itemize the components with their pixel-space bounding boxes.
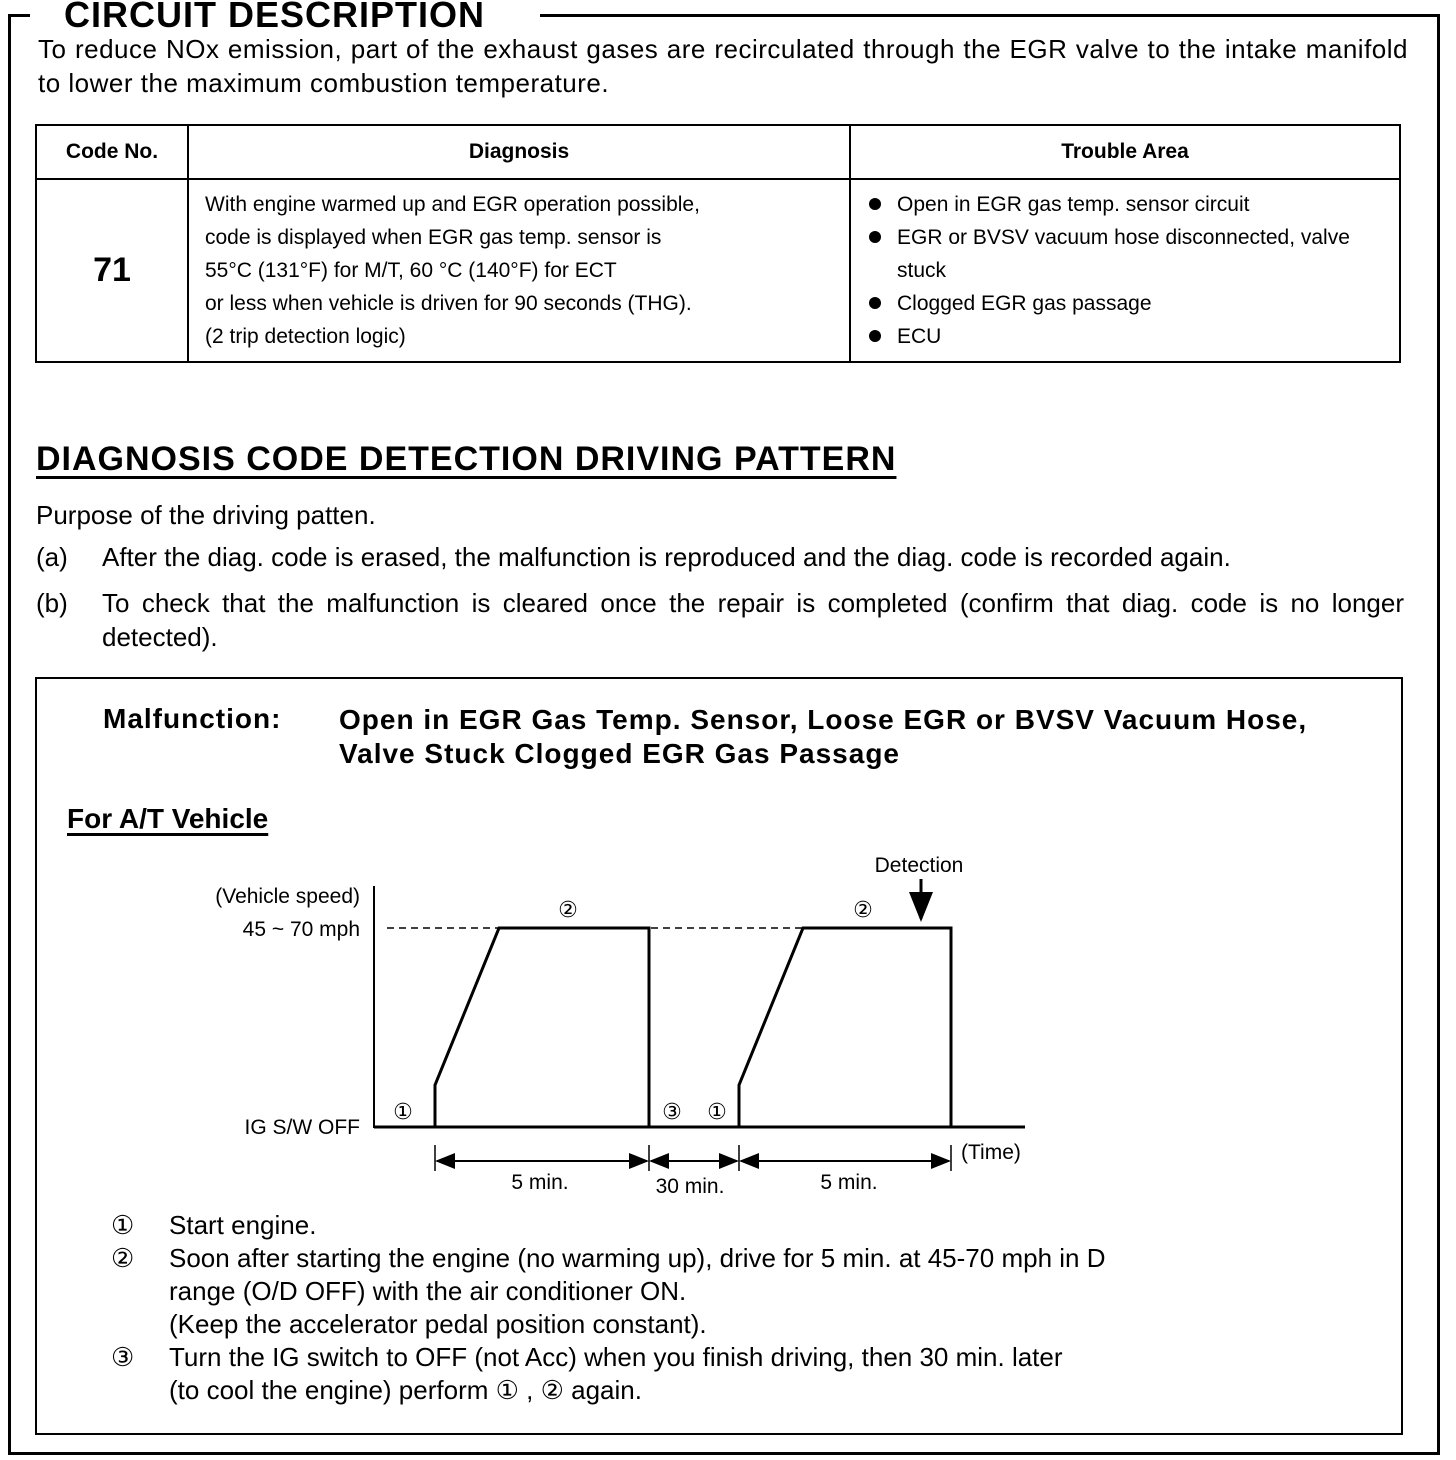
driving-pattern-title: DIAGNOSIS CODE DETECTION DRIVING PATTERN [36, 440, 897, 478]
step-list [107, 1209, 1377, 1407]
bullet-icon [869, 297, 881, 309]
circuit-intro: To reduce NOx emission, part of the exhaust gases are recirculated through the EGR valve to the intake manifold to lower the maximum combustion temperature. [38, 34, 1408, 98]
marker-drive-1: ② [558, 898, 578, 923]
diagnosis-line: 55°C (131°F) for M/T, 60 °C (140°F) for ECT [205, 259, 617, 282]
trouble-item [867, 188, 1385, 221]
diagnosis-line: or less when vehicle is driven for 90 seconds (THG). [205, 292, 692, 315]
step-line: (Keep the accelerator pedal position constant). [169, 1309, 707, 1339]
list-item [36, 586, 1404, 654]
trouble-item [867, 221, 1385, 287]
bullet-icon [869, 330, 881, 342]
list-item-label: (b) [36, 588, 68, 618]
code-number: 71 [36, 179, 188, 362]
step-line: Soon after starting the engine (no warming up), drive for 5 min. at 45-70 mph in D [169, 1243, 1106, 1273]
y-level-high: 45 ~ 70 mph [242, 918, 360, 941]
trouble-item-text: Open in EGR gas temp. sensor circuit [897, 193, 1250, 216]
header-trouble-area: Trouble Area [850, 125, 1400, 179]
purpose-text: Purpose of the driving patten. [36, 500, 376, 530]
driving-pattern-box [35, 677, 1403, 1435]
bullet-icon [869, 198, 881, 210]
vehicle-heading: For A/T Vehicle [67, 803, 269, 834]
trouble-item-text: Clogged EGR gas passage [897, 292, 1152, 315]
list-item [107, 1341, 1377, 1407]
interval-label: 5 min. [511, 1171, 569, 1194]
malfunction-label: Malfunction: [103, 703, 282, 734]
malfunction-text: Open in EGR Gas Temp. Sensor, Loose EGR or BVSV Vacuum Hose, Valve Stuck Clogged EGR Gas Passage [339, 704, 1308, 769]
list-item-label: (a) [36, 542, 68, 572]
step-line: (to cool the engine) perform ① , ② again. [169, 1375, 642, 1405]
diagnosis-line: With engine warmed up and EGR operation possible, [205, 193, 700, 216]
trouble-item [867, 287, 1385, 320]
header-diagnosis: Diagnosis [188, 125, 850, 179]
diagnosis-line: (2 trip detection logic) [205, 325, 406, 348]
frame-top-left-rule [8, 14, 30, 17]
header-code-no: Code No. [36, 125, 188, 179]
drive-trace-2 [739, 928, 951, 1127]
list-item [107, 1242, 1377, 1341]
list-item-text: To check that the malfunction is cleared once the repair is completed (confirm that diag. code is no longer detected). [102, 588, 1404, 652]
table-row [36, 179, 1400, 362]
trouble-item [867, 320, 1385, 353]
frame-top-right-rule [540, 14, 1437, 17]
circuit-description-title: CIRCUIT DESCRIPTION [58, 0, 491, 36]
list-item [107, 1209, 1377, 1242]
interval-label: 30 min. [655, 1175, 725, 1198]
interval-label: 5 min. [820, 1171, 878, 1194]
bullet-icon [869, 231, 881, 243]
detection-label: Detection [874, 854, 964, 877]
marker-drive-2: ② [853, 898, 873, 923]
marker-start-2: ① [707, 1100, 727, 1125]
trouble-item-text: EGR or BVSV vacuum hose disconnected, valve stuck [897, 226, 1350, 282]
list-item [36, 540, 1404, 574]
step-line: range (O/D OFF) with the air conditioner ON. [169, 1276, 687, 1306]
trouble-area-cell [850, 179, 1400, 362]
purpose-list [36, 540, 1404, 666]
step-number: ② [111, 1243, 135, 1273]
x-axis-label: (Time) [961, 1141, 1021, 1164]
drive-trace-1 [435, 928, 649, 1127]
diagnosis-cell [188, 179, 850, 362]
step-number: ③ [111, 1342, 135, 1372]
y-level-off: IG S/W OFF [244, 1116, 360, 1139]
marker-start-1: ① [393, 1100, 413, 1125]
marker-off: ③ [662, 1100, 682, 1125]
step-line: Turn the IG switch to OFF (not Acc) when you finish driving, then 30 min. later [169, 1342, 1063, 1372]
step-number: ① [111, 1210, 135, 1240]
list-item-text: After the diag. code is erased, the malfunction is reproduced and the diag. code is recorded again. [102, 542, 1231, 572]
diagnosis-line: code is displayed when EGR gas temp. sensor is [205, 226, 662, 249]
step-line: Start engine. [169, 1210, 317, 1240]
diagnosis-code-table [35, 124, 1401, 363]
trouble-item-text: ECU [897, 325, 942, 348]
y-axis-label: (Vehicle speed) [215, 885, 360, 908]
table-header-row [36, 125, 1400, 179]
